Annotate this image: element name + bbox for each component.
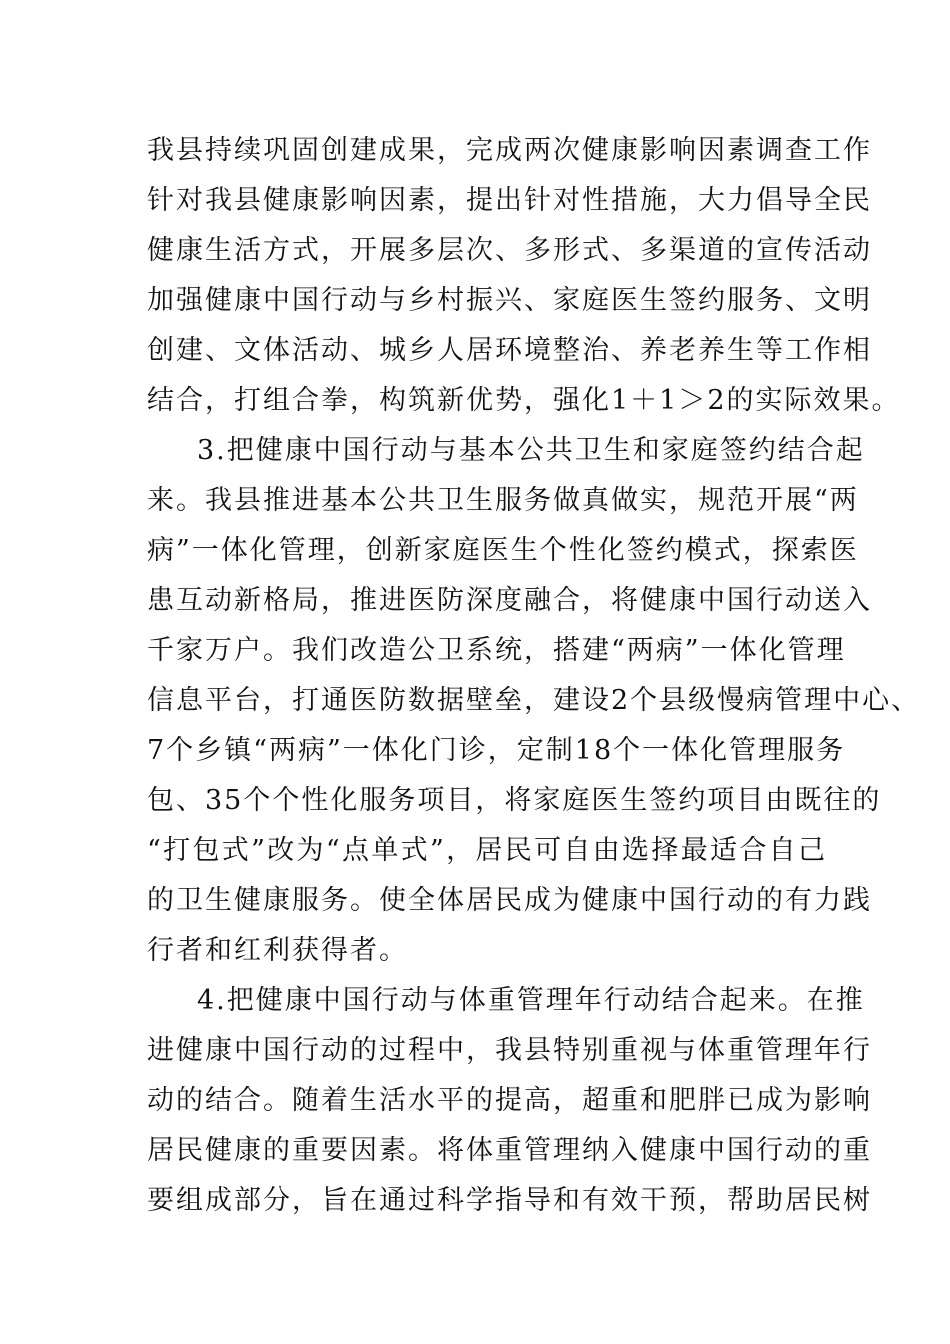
text-line: 包、35个个性化服务项目，将家庭医生签约项目由既往的 xyxy=(147,785,882,816)
text-line: 信息平台，打通医防数据壁垒，建设2个县级慢病管理中心、 xyxy=(147,685,921,716)
text-line: 居民健康的重要因素。将体重管理纳入健康中国行动的重 xyxy=(147,1135,872,1166)
text-line: 病”一体化管理，创新家庭医生个性化签约模式，探索医 xyxy=(147,535,859,566)
text-line: 7个乡镇“两病”一体化门诊，定制18个一体化管理服务 xyxy=(147,735,846,766)
text-line: 进健康中国行动的过程中，我县特别重视与体重管理年行 xyxy=(147,1035,872,1066)
text-line: 创建、文体活动、城乡人居环境整治、养老养生等工作相 xyxy=(147,335,872,366)
text-line: 患互动新格局，推进医防深度融合，将健康中国行动送入 xyxy=(147,585,872,616)
text-line: 动的结合。随着生活水平的提高，超重和肥胖已成为影响 xyxy=(147,1085,872,1116)
text-line: 行者和红利获得者。 xyxy=(147,935,408,966)
text-line: 我县持续巩固创建成果，完成两次健康影响因素调查工作 xyxy=(147,135,872,166)
paragraph-heading-4: 4.把健康中国行动与体重管理年行动结合起来。在推 xyxy=(197,985,865,1016)
text-line: 要组成部分，旨在通过科学指导和有效干预，帮助居民树 xyxy=(147,1185,872,1216)
text-line: 针对我县健康影响因素，提出针对性措施，大力倡导全民 xyxy=(147,185,872,216)
text-line: 千家万户。我们改造公卫系统，搭建“两病”一体化管理 xyxy=(147,635,846,666)
text-line: 健康生活方式，开展多层次、多形式、多渠道的宣传活动 xyxy=(147,235,872,266)
text-line: 来。我县推进基本公共卫生服务做真做实，规范开展“两 xyxy=(147,485,859,516)
paragraph-heading-3: 3.把健康中国行动与基本公共卫生和家庭签约结合起 xyxy=(197,435,865,466)
text-line: 结合，打组合拳，构筑新优势，强化1＋1＞2的实际效果。 xyxy=(147,385,901,416)
text-line: 加强健康中国行动与乡村振兴、家庭医生签约服务、文明 xyxy=(147,285,872,316)
text-line: 的卫生健康服务。使全体居民成为健康中国行动的有力践 xyxy=(147,885,872,916)
text-line: “打包式”改为“点单式”，居民可自由选择最适合自己 xyxy=(147,835,827,866)
